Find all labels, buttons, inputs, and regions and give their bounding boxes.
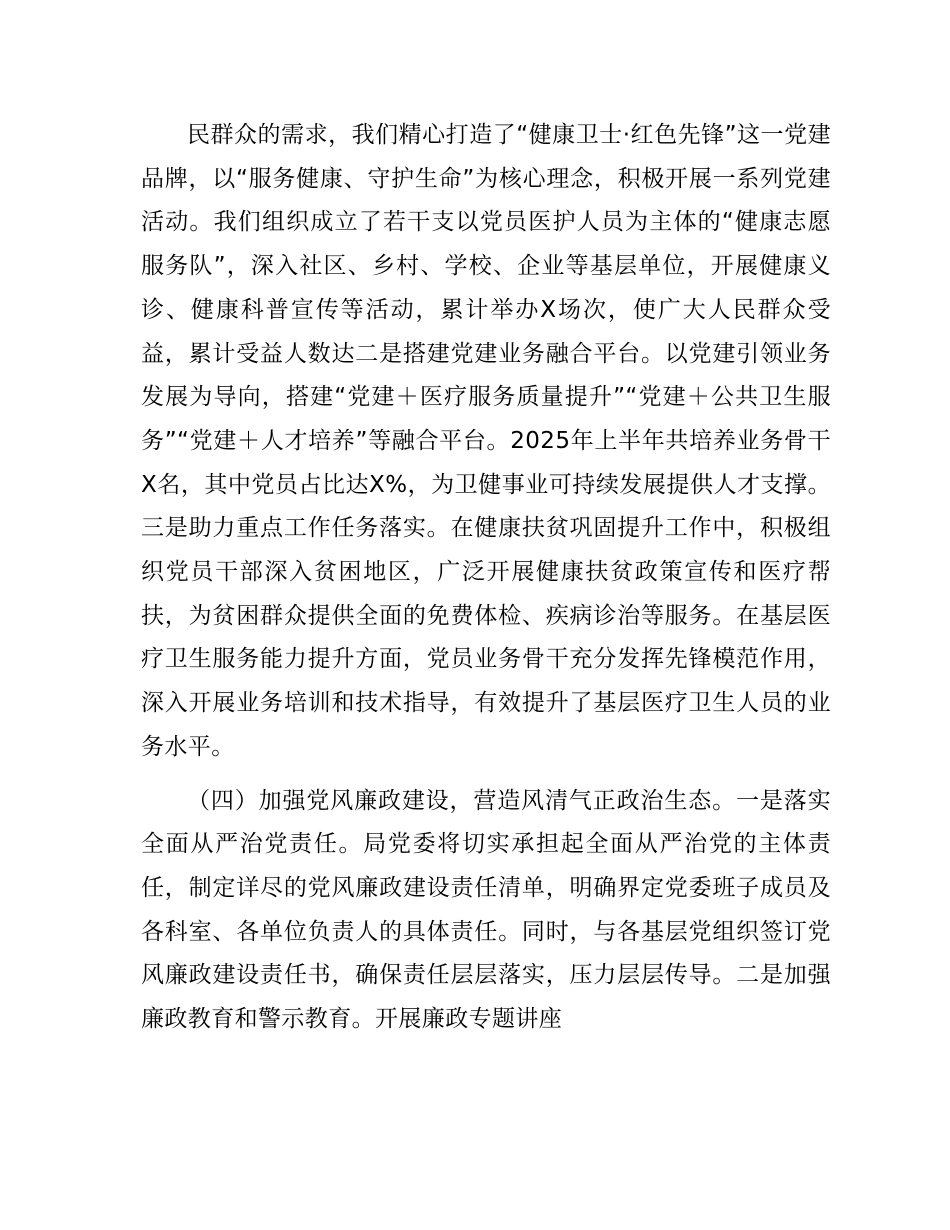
paragraph-clean-governance: （四）加强党风廉政建设，营造风清气正政治生态。一是落实全面从严治党责任。局党委将切实承担起全面从严治党的主体责任，制定详尽的党风廉政建设责任清单，明确界定党委班子成员及各科室、各单位负责人的具体责任。同时，与各基层党组织签订党风廉政建设责任书，确保责任层层落实，压力层层传导。二是加强廉政教育和警示教育。开展廉政专题讲座: [141, 787, 831, 1033]
paragraph-party-building-brand: 民群众的需求，我们精心打造了“健康卫士·红色先锋”这一党建品牌，以“服务健康、守护生命”为核心理念，积极开展一系列党建活动。我们组织成立了若干支以党员医护人员为主体的“健康志愿服务队”，深入社区、乡村、学校、企业等基层单位，开展健康义诊、健康科普宣传等活动，累计举办X场次，使广大人民群众受益，累计受益人数达二是搭建党建业务融合平台。以党建引领业务发展为导向，搭建“党建＋医疗服务质量提升”“党建＋公共卫生服务”“党建＋人才培养”等融合平台。2025年上半年共培养业务骨干X名，其中党员占比达X%，为卫健事业可持续发展提供人才支撑。三是助力重点工作任务落实。在健康扶贫巩固提升工作中，积极组织党员干部深入贫困地区，广泛开展健康扶贫政策宣传和医疗帮扶，为贫困群众提供全面的免费体检、疾病诊治等服务。在基层医疗卫生服务能力提升方面，党员业务骨干充分发挥先锋模范作用，深入开展业务培训和技术指导，有效提升了基层医疗卫生人员的业务水平。: [141, 122, 831, 760]
document-body: [141, 114, 831, 1042]
